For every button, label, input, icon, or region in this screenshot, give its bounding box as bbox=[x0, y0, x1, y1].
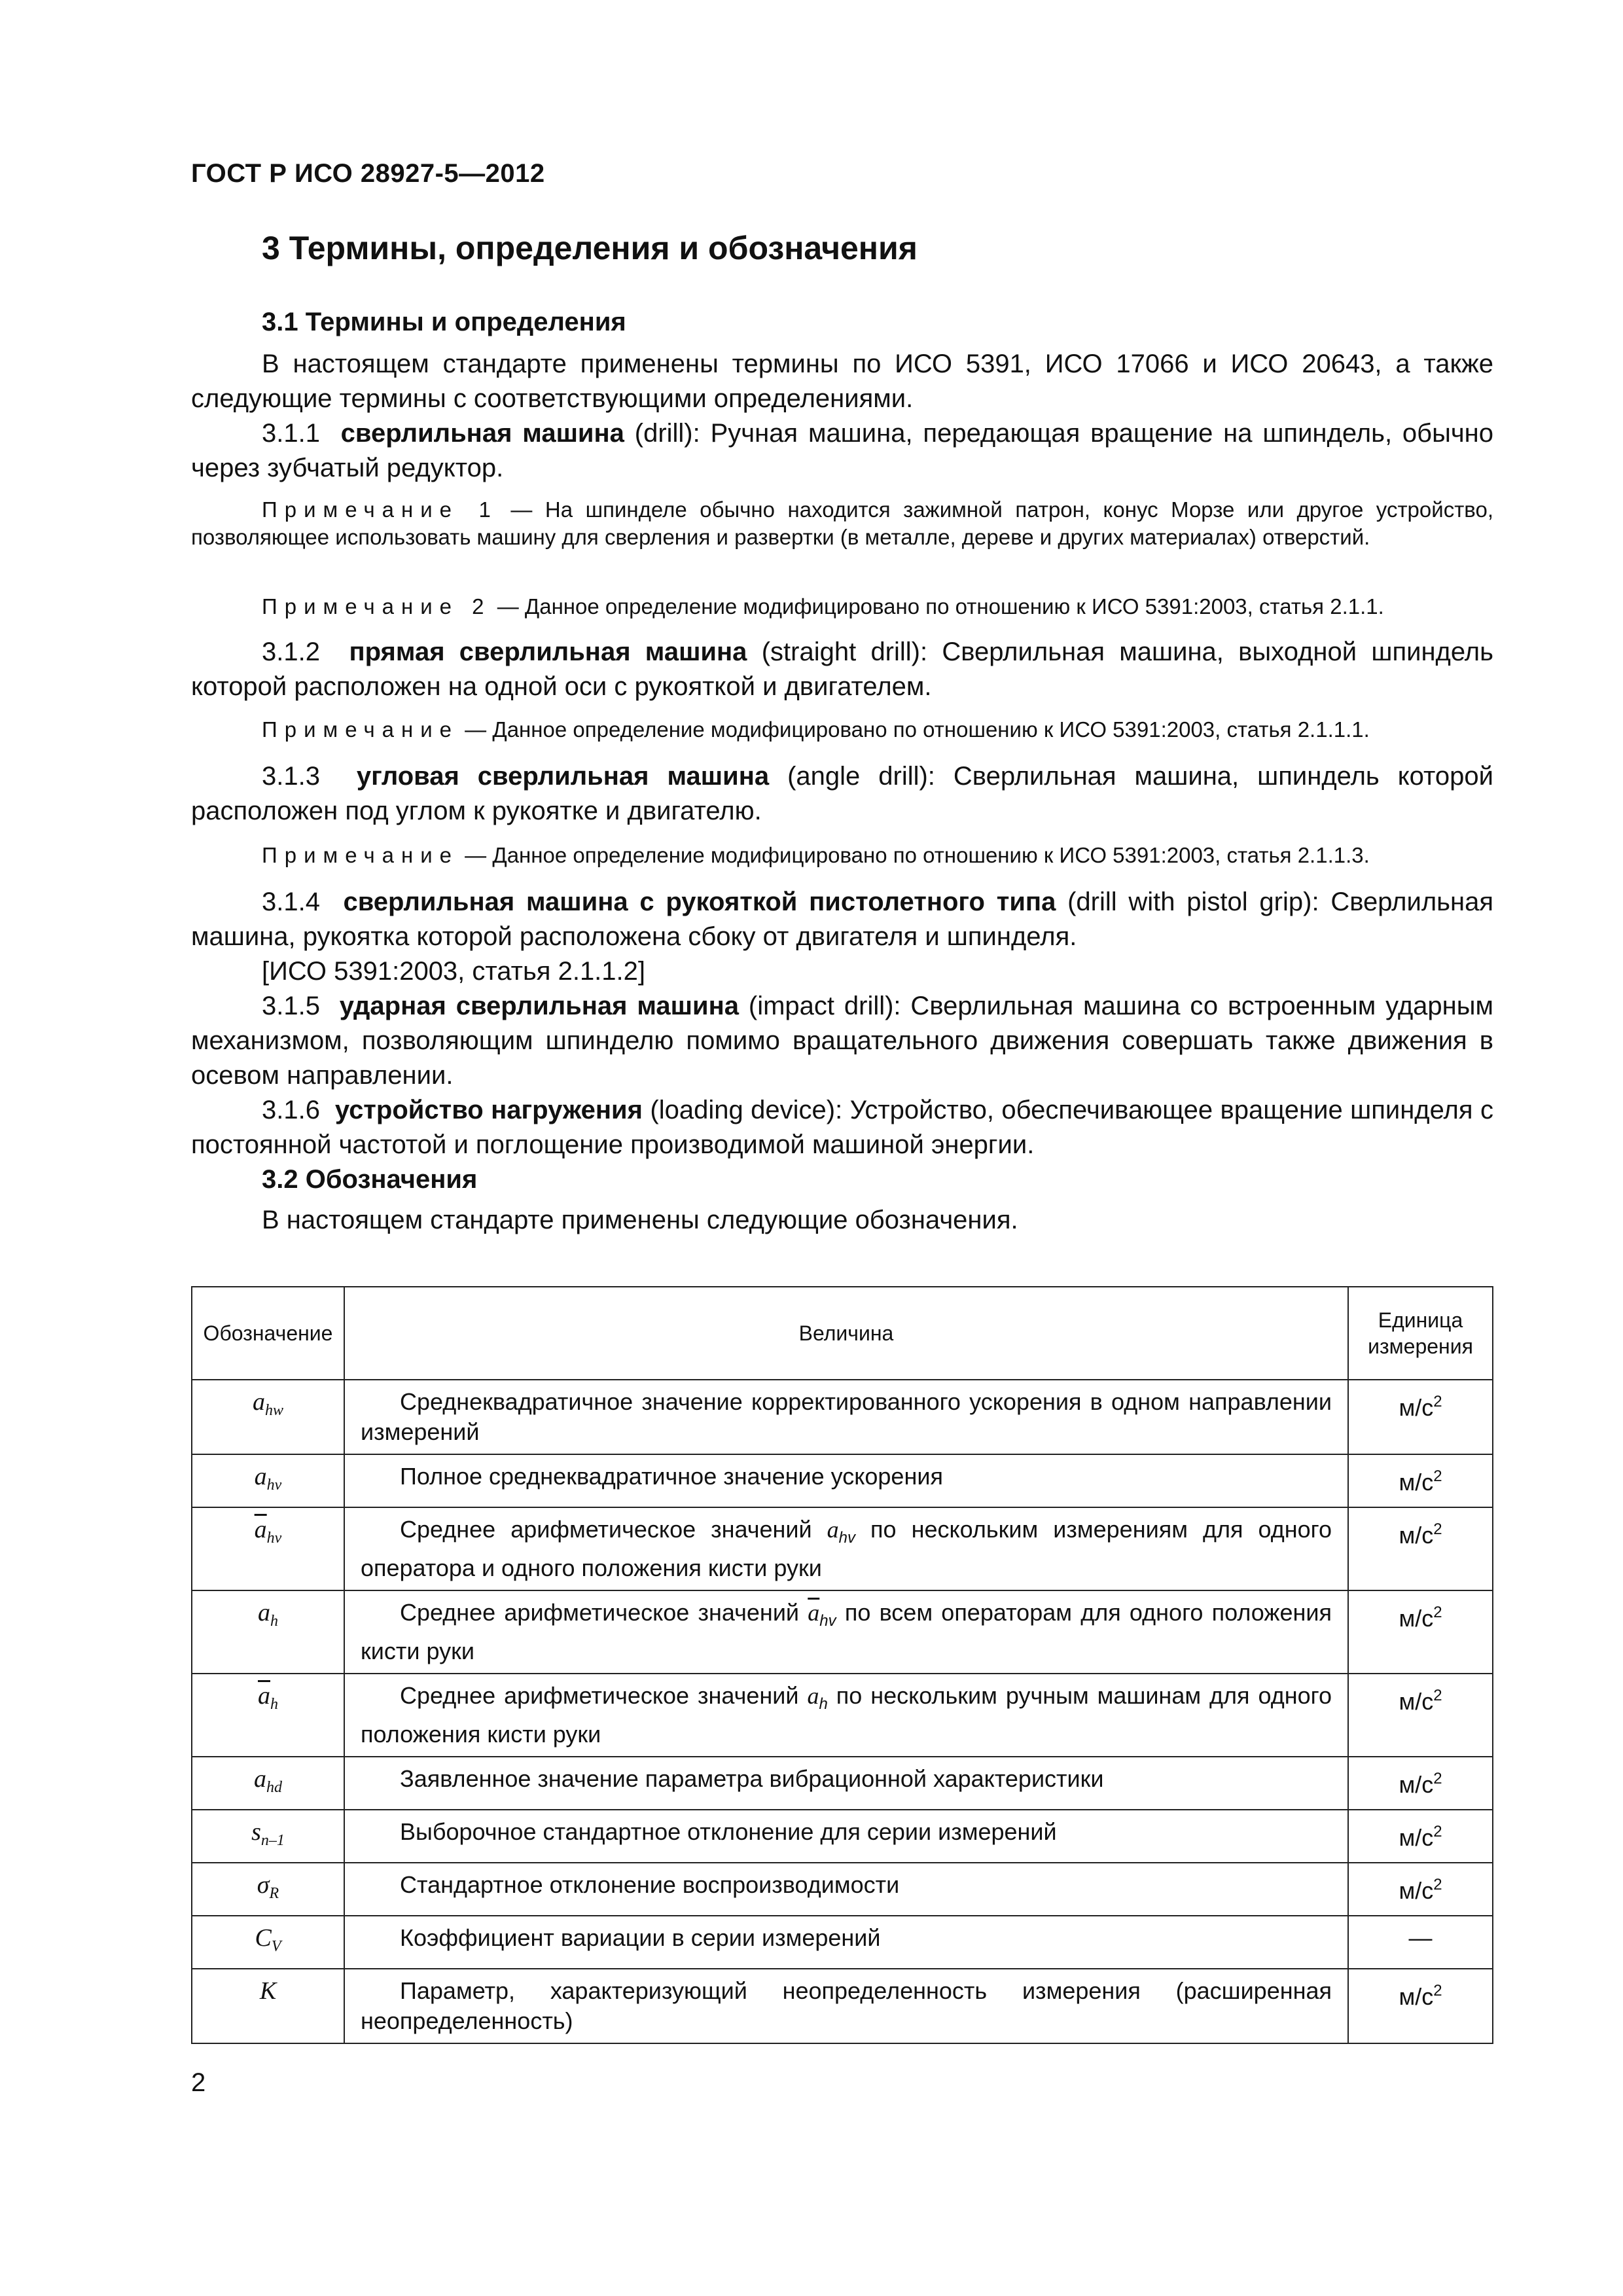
unit-cell: $м/с^2$ bbox=[1348, 1590, 1493, 1674]
term-3-1-6: 3.1.6 устройство нагружения (loading device): Устройство, обеспечивающее вращение шпинделя с постоянной частотой и поглощение производимой машиной энергии. bbox=[191, 1096, 1493, 1159]
table-row bbox=[192, 1810, 1493, 1863]
symbol-cell: $\sigma_R$ bbox=[192, 1863, 344, 1916]
unit-cell: $м/с^2$ bbox=[1348, 1380, 1493, 1454]
term-3-1-2: 3.1.2 прямая сверлильная машина (straight drill): Сверлильная машина, выходной шпиндель которой расположен на одной оси с рукояткой и двигателем. bbox=[191, 637, 1493, 701]
quantity-cell: Параметр, характеризующий неопределенность измерения (расширенная неопределенность) bbox=[344, 1969, 1348, 2043]
term-3-1-4-reference: [ИСО 5391:2003, статья 2.1.1.2] bbox=[262, 957, 646, 986]
term-3-1-1: 3.1.1 сверлильная машина (drill): Ручная машина, передающая вращение на шпиндель, обычно через зубчатый редуктор. bbox=[191, 419, 1494, 482]
unit-cell: $м/с^2$ bbox=[1348, 1674, 1493, 1757]
quantity-cell: Полное среднеквадратичное значение ускорения bbox=[344, 1454, 1348, 1507]
symbols-intro: В настоящем стандарте применены следующие обозначения. bbox=[262, 1206, 1018, 1234]
symbol-cell: $\overline{a}_{hv}$ bbox=[192, 1507, 344, 1590]
table-row bbox=[192, 1590, 1493, 1674]
symbol-cell: $C_V$ bbox=[192, 1916, 344, 1969]
table-row bbox=[192, 1674, 1493, 1757]
intro-paragraph: В настоящем стандарте применены термины по ИСО 5391, ИСО 17066 и ИСО 20643, а также следующие термины с соответствующими определениями. bbox=[191, 350, 1493, 413]
symbol-cell: K bbox=[192, 1969, 344, 2043]
section-title: 3 Термины, определения и обозначения bbox=[262, 230, 918, 266]
quantity-cell: Коэффициент вариации в серии измерений bbox=[344, 1916, 1348, 1969]
quantity-cell: Среднеквадратичное значение корректированного ускорения в одном направлении измерений bbox=[344, 1380, 1348, 1454]
symbol-cell: $a_{hw}$ bbox=[192, 1380, 344, 1454]
header-quantity: Величина bbox=[344, 1287, 1348, 1380]
symbol-cell: $a_{hv}$ bbox=[192, 1454, 344, 1507]
unit-cell: $м/с^2$ bbox=[1348, 1454, 1493, 1507]
header-symbol: Обозначение bbox=[192, 1287, 344, 1380]
page-number: 2 bbox=[191, 2068, 206, 2097]
subsection-heading-3-2: 3.2 Обозначения bbox=[262, 1165, 478, 1194]
table-row bbox=[192, 1454, 1493, 1507]
term-3-1-5: 3.1.5 ударная сверлильная машина (impact drill): Сверлильная машина со встроенным ударным механизмом, позволяющим шпинделю помимо вращательного движения совершать также движения в осевом направлении. bbox=[191, 992, 1493, 1090]
quantity-cell: Среднее арифметическое значений $\overline{a}_{hv}$ по всем операторам для одного положения кисти руки bbox=[344, 1590, 1348, 1674]
table-row bbox=[192, 1969, 1493, 2043]
table-row bbox=[192, 1916, 1493, 1969]
header-unit: Единица измерения bbox=[1348, 1287, 1493, 1380]
table-row bbox=[192, 1507, 1493, 1590]
quantity-cell: Выборочное стандартное отклонение для серии измерений bbox=[344, 1810, 1348, 1863]
table-row bbox=[192, 1757, 1493, 1810]
quantity-cell: Заявленное значение параметра вибрационной характеристики bbox=[344, 1757, 1348, 1810]
table-row bbox=[192, 1380, 1493, 1454]
note-4: Примечание — Данное определение модифицировано по отношению к ИСО 5391:2003, статья 2.1.1.3. bbox=[262, 843, 1370, 867]
unit-cell: $м/с^2$ bbox=[1348, 1507, 1493, 1590]
symbol-cell: $a_{hd}$ bbox=[192, 1757, 344, 1810]
symbol-cell: $\overline{a}_h$ bbox=[192, 1674, 344, 1757]
table-row bbox=[192, 1863, 1493, 1916]
table-header-row bbox=[192, 1287, 1493, 1380]
quantity-cell: Стандартное отклонение воспроизводимости bbox=[344, 1863, 1348, 1916]
note-1: Примечание 1 — На шпинделе обычно находится зажимной патрон, конус Морзе или другое устройство, позволяющее использовать машину для сверления и развертки (в металле, дереве и других материалах) отверстий. bbox=[191, 497, 1493, 549]
document-code: ГОСТ Р ИСО 28927-5—2012 bbox=[191, 159, 545, 188]
subsection-heading-3-1: 3.1 Термины и определения bbox=[262, 308, 626, 336]
term-3-1-4: 3.1.4 сверлильная машина с рукояткой пистолетного типа (drill with pistol grip): Сверлильная машина, рукоятка которой расположена сбоку от двигателя и шпинделя. bbox=[191, 888, 1493, 951]
term-3-1-3: 3.1.3 угловая сверлильная машина (angle drill): Сверлильная машина, шпиндель которой расположен под углом к рукоятке и двигателю. bbox=[191, 762, 1493, 825]
quantity-cell: Среднее арифметическое значений $a_{hv}$ по нескольким измерениям для одного оператора и одного положения кисти руки bbox=[344, 1507, 1348, 1590]
symbol-cell: $s_{n-1}$ bbox=[192, 1810, 344, 1863]
note-2: Примечание 2 — Данное определение модифицировано по отношению к ИСО 5391:2003, статья 2.1.1. bbox=[262, 594, 1384, 619]
unit-cell: $м/с^2$ bbox=[1348, 1810, 1493, 1863]
unit-cell: $м/с^2$ bbox=[1348, 1863, 1493, 1916]
unit-cell: — bbox=[1348, 1916, 1493, 1969]
symbols-table bbox=[191, 1286, 1493, 2044]
note-3: Примечание — Данное определение модифицировано по отношению к ИСО 5391:2003, статья 2.1.1.1. bbox=[262, 717, 1370, 742]
unit-cell: $м/с^2$ bbox=[1348, 1969, 1493, 2043]
unit-cell: $м/с^2$ bbox=[1348, 1757, 1493, 1810]
symbol-cell: $a_h$ bbox=[192, 1590, 344, 1674]
quantity-cell: Среднее арифметическое значений $a_h$ по нескольким ручным машинам для одного положения кисти руки bbox=[344, 1674, 1348, 1757]
